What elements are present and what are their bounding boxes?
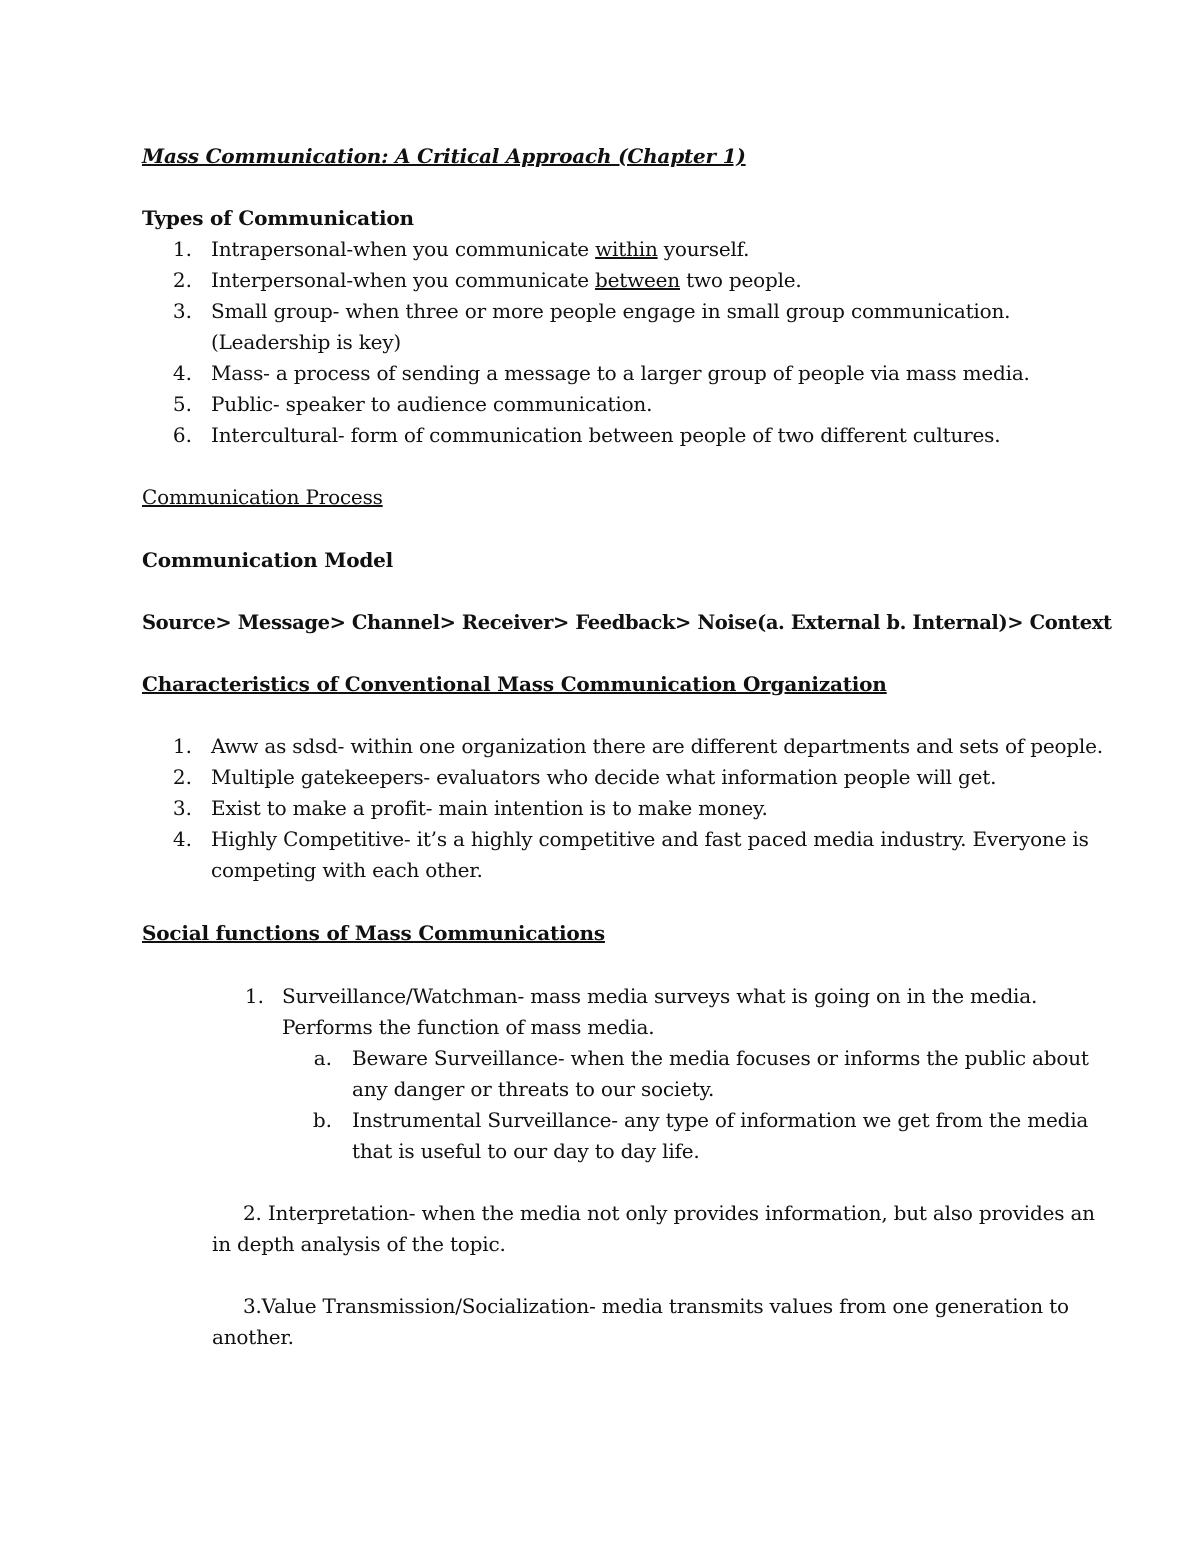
list-item-number: 6. bbox=[172, 423, 192, 447]
list-item-number: 2. bbox=[172, 268, 192, 292]
process-heading: Communication Process bbox=[142, 485, 383, 509]
document-title: Mass Communication: A Critical Approach (Chapter 1) bbox=[142, 144, 746, 168]
list-item-number: 3. bbox=[172, 299, 192, 323]
list-item: Exist to make a profit- main intention is to make money. bbox=[211, 796, 768, 820]
paragraph-continuation: in depth analysis of the topic. bbox=[212, 1232, 506, 1256]
list-item-number: 4. bbox=[172, 827, 192, 851]
list-item: Highly Competitive- it’s a highly competitive and fast paced media industry. Everyone is bbox=[211, 827, 1089, 851]
list-item-number: 2. bbox=[172, 765, 192, 789]
list-item-continuation: Performs the function of mass media. bbox=[282, 1015, 655, 1039]
model-sequence: Source> Message> Channel> Receiver> Feedback> Noise(a. External b. Internal)> Context bbox=[142, 611, 1112, 634]
list-item: Multiple gatekeepers- evaluators who decide what information people will get. bbox=[211, 765, 997, 789]
sublist-item: Instrumental Surveillance- any type of information we get from the media bbox=[352, 1108, 1089, 1132]
list-item-number: 4. bbox=[172, 361, 192, 385]
list-item-number: 3. bbox=[172, 796, 192, 820]
list-item: Mass- a process of sending a message to a larger group of people via mass media. bbox=[211, 361, 1030, 385]
list-item-continuation: competing with each other. bbox=[211, 858, 483, 882]
list-item-number: 5. bbox=[172, 392, 192, 416]
paragraph-interpretation: 2. Interpretation- when the media not only provides information, but also provides an bbox=[243, 1201, 1095, 1225]
paragraph-value-transmission: 3.Value Transmission/Socialization- media transmits values from one generation to bbox=[243, 1294, 1069, 1318]
sublist-item-continuation: any danger or threats to our society. bbox=[352, 1077, 715, 1101]
list-item: Aww as sdsd- within one organization there are different departments and sets of people. bbox=[211, 734, 1103, 758]
model-heading: Communication Model bbox=[142, 548, 394, 572]
list-item: Surveillance/Watchman- mass media surveys what is going on in the media. bbox=[282, 984, 1038, 1008]
social-heading: Social functions of Mass Communications bbox=[142, 921, 605, 945]
characteristics-heading: Characteristics of Conventional Mass Communication Organization bbox=[142, 672, 887, 696]
types-heading: Types of Communication bbox=[142, 206, 414, 230]
list-item: Public- speaker to audience communication. bbox=[211, 392, 653, 416]
list-item-number: 1. bbox=[172, 237, 192, 261]
list-item: Interpersonal-when you communicate between two people. bbox=[211, 268, 802, 292]
sublist-item: Beware Surveillance- when the media focuses or informs the public about bbox=[352, 1046, 1089, 1070]
sublist-item-letter: a. bbox=[313, 1046, 332, 1070]
paragraph-continuation: another. bbox=[212, 1325, 294, 1349]
list-item-number: 1. bbox=[172, 734, 192, 758]
list-item-continuation: (Leadership is key) bbox=[211, 330, 402, 354]
sublist-item-continuation: that is useful to our day to day life. bbox=[352, 1139, 700, 1163]
list-item: Intercultural- form of communication between people of two different cultures. bbox=[211, 423, 1001, 447]
sublist-item-letter: b. bbox=[312, 1108, 332, 1132]
list-item: Small group- when three or more people engage in small group communication. bbox=[211, 299, 1011, 323]
list-item: Intrapersonal-when you communicate within yourself. bbox=[211, 237, 750, 261]
list-item-number: 1. bbox=[244, 984, 264, 1008]
